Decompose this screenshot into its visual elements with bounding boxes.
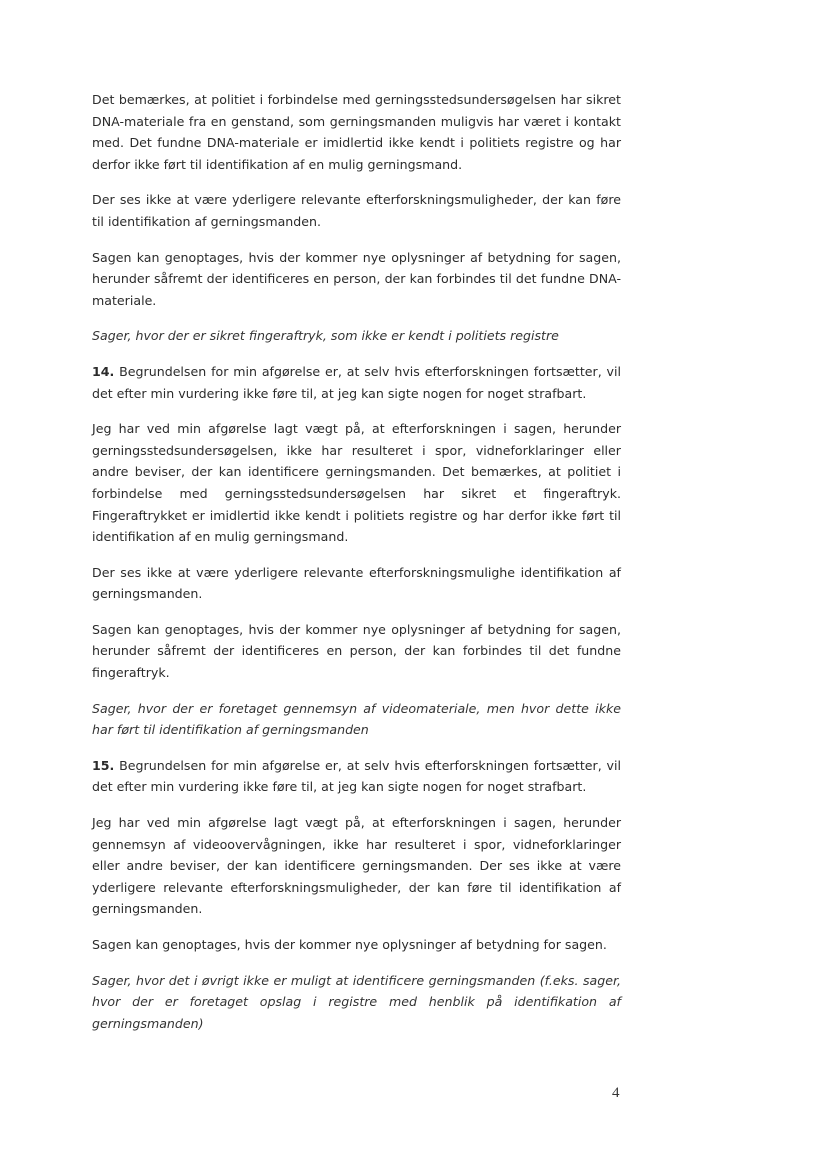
- section-heading-fingerprint: Sager, hvor der er sikret fingeraftryk, som ikke er kendt i politiets registre: [92, 328, 559, 344]
- paragraph-no-further-leads-2: Der ses ikke at være yderligere relevante efterforskningsmulighe identifikation af gerningsmanden.: [92, 564, 621, 602]
- paragraph-15: [92, 755, 621, 798]
- paragraph-14: [92, 361, 621, 404]
- paragraph-reopen-dna: Sagen kan genoptages, hvis der kommer nye oplysninger af betydning for sagen, herunder såfremt der identificeres en person, der kan forbindes til det fundne DNA-materiale.: [92, 249, 621, 308]
- paragraph-reopen-general: Sagen kan genoptages, hvis der kommer nye oplysninger af betydning for sagen.: [92, 937, 607, 952]
- document-page: [92, 89, 621, 1048]
- page-number: 4: [612, 1085, 620, 1101]
- section-heading-other: Sager, hvor det i øvrigt ikke er muligt at identificere gerningsmanden (f.eks. sager, hvor der er foretaget opslag i registre med henblik på identifikation af gerningsmanden): [92, 972, 621, 1031]
- paragraph-text: Begrundelsen for min afgørelse er, at selv hvis efterforskningen fortsætter, vil det efter min vurdering ikke føre til, at jeg kan sigte nogen for noget strafbart.: [92, 363, 621, 401]
- paragraph-text: Begrundelsen for min afgørelse er, at selv hvis efterforskningen fortsætter, vil det efter min vurdering ikke føre til, at jeg kan sigte nogen for noget strafbart.: [92, 757, 621, 795]
- section-heading-video: Sager, hvor der er foretaget gennemsyn af videomateriale, men hvor dette ikke har ført til identifikation af gerningsmanden: [92, 700, 621, 738]
- paragraph-number: 14.: [92, 363, 115, 379]
- paragraph-dna-remark: Det bemærkes, at politiet i forbindelse med gerningsstedsundersøgelsen har sikret DNA-materiale fra en genstand, som gerningsmanden muligvis har været i kontakt med. Det fundne DNA-materiale er imidlertid ikke kendt i politiets registre og har derfor ikke ført til identifikation af en mulig gerningsmand.: [92, 92, 621, 172]
- paragraph-no-further-leads: Der ses ikke at være yderligere relevante efterforskningsmuligheder, der kan føre til identifikation af gerningsmanden.: [92, 192, 621, 229]
- paragraph-reopen-fingerprint: Sagen kan genoptages, hvis der kommer nye oplysninger af betydning for sagen, herunder såfremt der identificeres en person, der kan forbindes til det fundne fingeraftryk.: [92, 621, 621, 681]
- paragraph-fingerprint-remark: Jeg har ved min afgørelse lagt vægt på, at efterforskningen i sagen, herunder gerningsstedsundersøgelsen, ikke har resulteret i spor, vidneforklaringer eller andre beviser, der kan identificere gerningsmanden. Det bemærkes, at politiet i forbindelse med gerningsstedsundersøgelsen har sikret et fingeraftryk. Fingeraftrykket er imidlertid ikke kendt i politiets registre og har derfor ikke ført til identifikation af en mulig gerningsmand.: [92, 421, 621, 545]
- paragraph-number: 15.: [92, 757, 115, 773]
- paragraph-video-remark: Jeg har ved min afgørelse lagt vægt på, at efterforskningen i sagen, herunder gennemsyn af videoovervågningen, ikke har resulteret i spor, vidneforklaringer eller andre beviser, der kan identificere gerningsmanden. Der ses ikke at være yderligere relevante efterforskningsmuligheder, der kan føre til identifikation af gerningsmanden.: [92, 815, 621, 917]
